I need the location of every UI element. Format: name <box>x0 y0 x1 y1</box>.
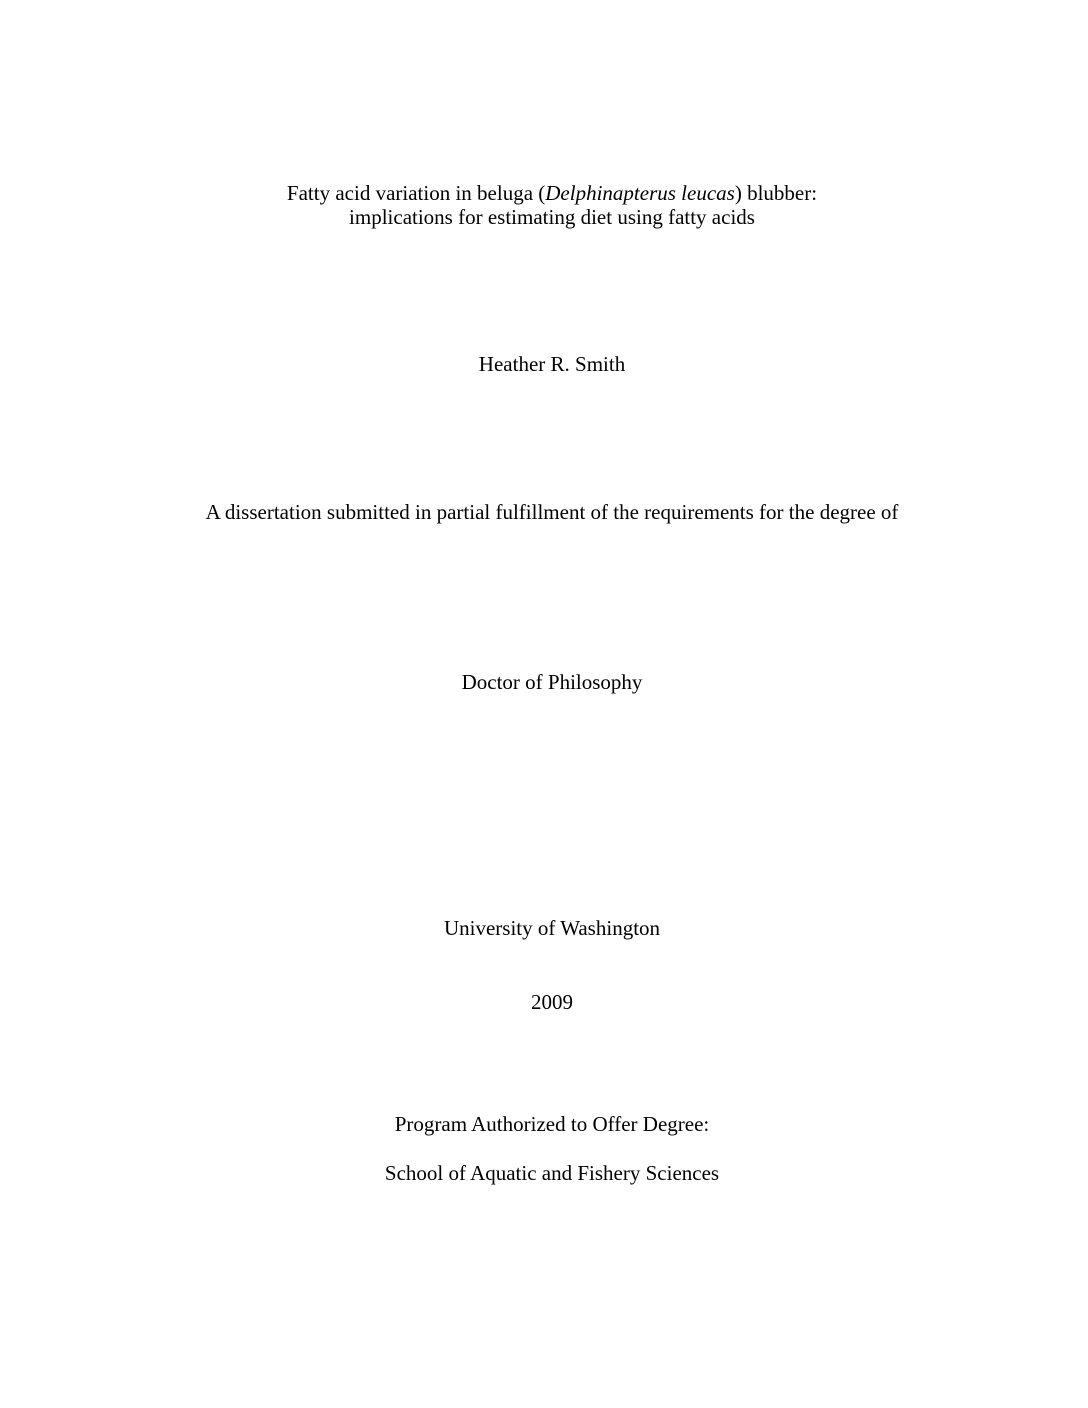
title-suffix: ) blubber: <box>734 181 818 205</box>
dissertation-title-line-1 <box>8 181 1088 205</box>
university-name: University of Washington <box>443 916 661 940</box>
dissertation-title-line-2: implications for estimating diet using fatty acids <box>349 205 755 229</box>
year: 2009 <box>531 990 573 1014</box>
program-name: School of Aquatic and Fishery Sciences <box>384 1161 720 1185</box>
title-prefix: Fatty acid variation in beluga ( <box>286 181 546 205</box>
degree-name: Doctor of Philosophy <box>461 670 643 694</box>
submission-statement: A dissertation submitted in partial fulfillment of the requirements for the degree of <box>205 500 899 524</box>
author-name: Heather R. Smith <box>478 352 626 376</box>
species-name: Delphinapterus leucas <box>545 181 735 205</box>
program-label: Program Authorized to Offer Degree: <box>394 1112 710 1136</box>
